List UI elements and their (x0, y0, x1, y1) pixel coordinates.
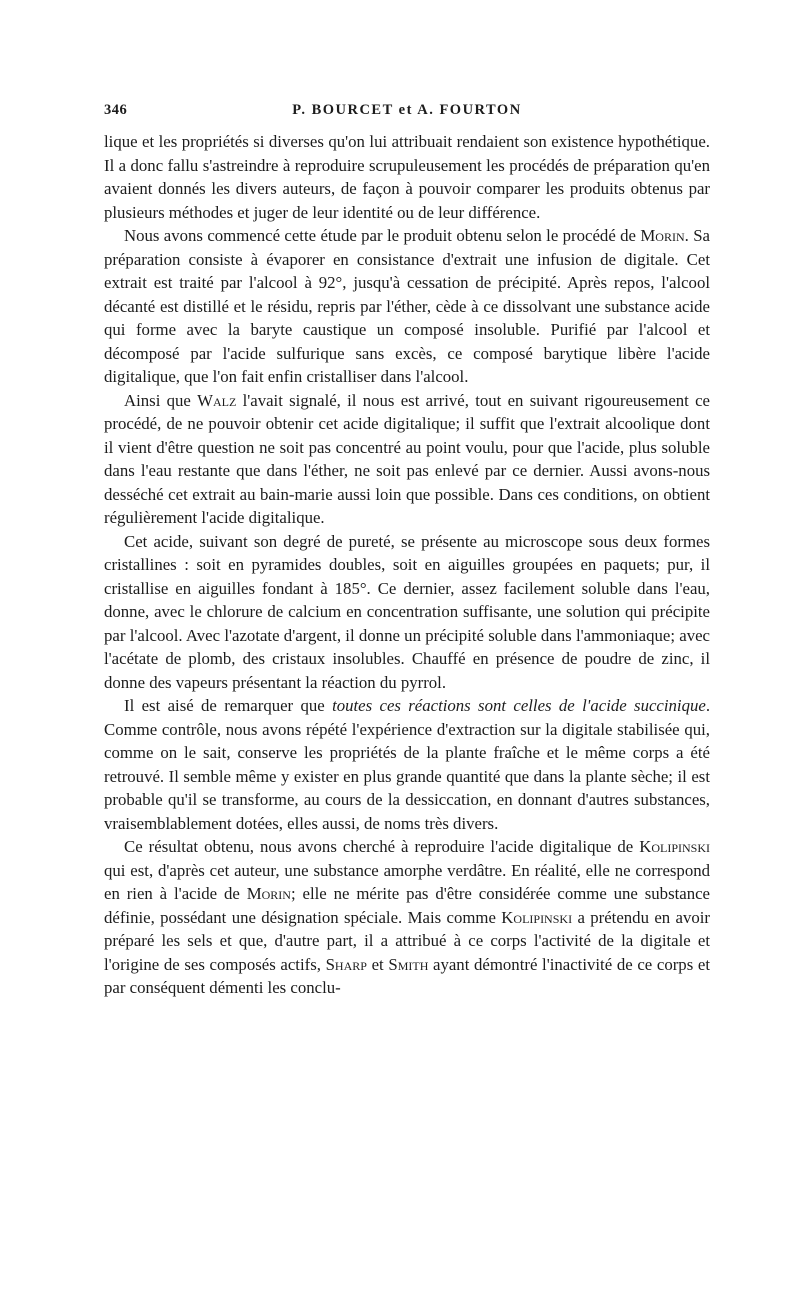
paragraph-4 (104, 530, 710, 695)
author-name-morin: Morin (246, 884, 291, 903)
author-name-sharp: Sharp (325, 954, 367, 974)
paragraph-2 (104, 224, 710, 389)
author-name-smith: Smith (388, 954, 429, 974)
paragraph-2-text-b: . Sa préparation consiste à évaporer en consistance d'extrait une infusion de digitale. Cet extrait est traité par l'alcool à 92°, jusqu'à cessation de précipité. Après repos, l'alcool décanté est distillé et le résidu, repris par l'éther, cède à ce dissolvant une substance acide qui forme avec la baryte caustique un composé insoluble. Purifié par l'alcool et décomposé par l'acide sulfurique sans excès, ce composé barytique libère l'acide digitalique, que l'on fait enfin cristalliser dans l'alcool. (104, 226, 710, 386)
paragraph-5 (104, 694, 710, 835)
paragraph-3 (104, 389, 710, 530)
body-text (104, 130, 710, 1000)
header-authors: P. BOURCET et A. FOURTON (292, 102, 522, 118)
paragraph-6-text-e: et (366, 954, 389, 974)
paragraph-6-text-a: Ce résultat obtenu, nous avons cherché à reproduire l'acide digitalique de (124, 837, 640, 856)
running-head (104, 102, 710, 124)
paragraph-6-text-b: qui est, d'après cet auteur, une substance amorphe verdâtre. En réalité, elle ne correspond en rien à l'acide de (104, 860, 710, 903)
italic-emphasis: toutes ces réactions sont celles de l'acide succinique (332, 696, 706, 715)
author-name-kolipinski: Kolipinski (639, 837, 710, 856)
paragraph-3-text-a: Ainsi que (124, 390, 198, 410)
author-name-morin: Morin (640, 226, 685, 245)
paragraph-4-text: Cet acide, suivant son degré de pureté, se présente au microscope sous deux formes cristallines : soit en pyramides doubles, soit en aiguilles groupées en paquets; pur, il cristallise en aiguilles fondant à 185°. Ce dernier, assez facilement soluble dans l'eau, donne, avec le chlorure de calcium en concentration suffisante, une solution qui précipite par l'alcool. Avec l'azotate d'argent, il donne un précipité soluble dans l'ammoniaque; avec l'acétate de plomb, des cristaux insolubles. Chauffé en présence de poudre de zinc, il donne des vapeurs présentant la réaction du pyrrol. (104, 531, 710, 692)
paragraph-6-text-d: a prétendu en avoir préparé les sels et que, d'autre part, il a attribué à ce corps l'activité de la digitale et l'origine de ses composés actifs, (104, 907, 710, 974)
book-page (104, 102, 710, 1000)
paragraph-1 (104, 130, 710, 224)
paragraph-6 (104, 835, 710, 1000)
paragraph-2-text-a: Nous avons commencé cette étude par le produit obtenu selon le procédé de (124, 226, 641, 245)
author-name-walz: Walz (197, 390, 237, 410)
paragraph-6-text-c: ; elle ne mérite pas d'être considérée comme une substance définie, possédant une désignation spéciale. Mais comme (104, 884, 710, 927)
page-number: 346 (104, 102, 128, 118)
paragraph-6-text-f: ayant démontré l'inactivité de ce corps et par conséquent démenti les conclu- (104, 954, 710, 997)
paragraph-1-text: lique et les propriétés si diverses qu'on lui attribuait rendaient son existence hypothétique. Il a donc fallu s'astreindre à reproduire scrupuleusement les procédés de préparation qu'en avaient donnés les divers auteurs, de façon à pouvoir comparer les produits obtenus par plusieurs méthodes et juger de leur identité ou de leur différence. (104, 132, 710, 222)
author-name-kolipinski: Kolipinski (501, 907, 573, 927)
paragraph-3-text-b: l'avait signalé, il nous est arrivé, tout en suivant rigoureusement ce procédé, de ne pouvoir obtenir cet acide digitalique; il suffit que l'extrait alcoolique dont il vient d'être question ne soit pas concentré au point voulu, pour que l'acide, plus soluble dans l'eau restante que dans l'éther, ne soit pas enlevé par ce dernier. Aussi avons-nous desséché cet extrait au bain-marie aussi loin que possible. Dans ces conditions, on obtient régulièrement l'acide digitalique. (104, 390, 710, 527)
paragraph-5-text-b: . Comme contrôle, nous avons répété l'expérience d'extraction sur la digitale stabilisée qui, comme on le sait, conserve les propriétés de la plante fraîche et le même corps a été retrouvé. Il semble même y exister en plus grande quantité que dans la plante sèche; il est probable qu'il se transforme, au cours de la dessiccation, en donnant d'autres substances, vraisemblablement dotées, elles aussi, de noms très divers. (104, 696, 711, 833)
paragraph-5-text-a: Il est aisé de remarquer que (124, 696, 333, 715)
